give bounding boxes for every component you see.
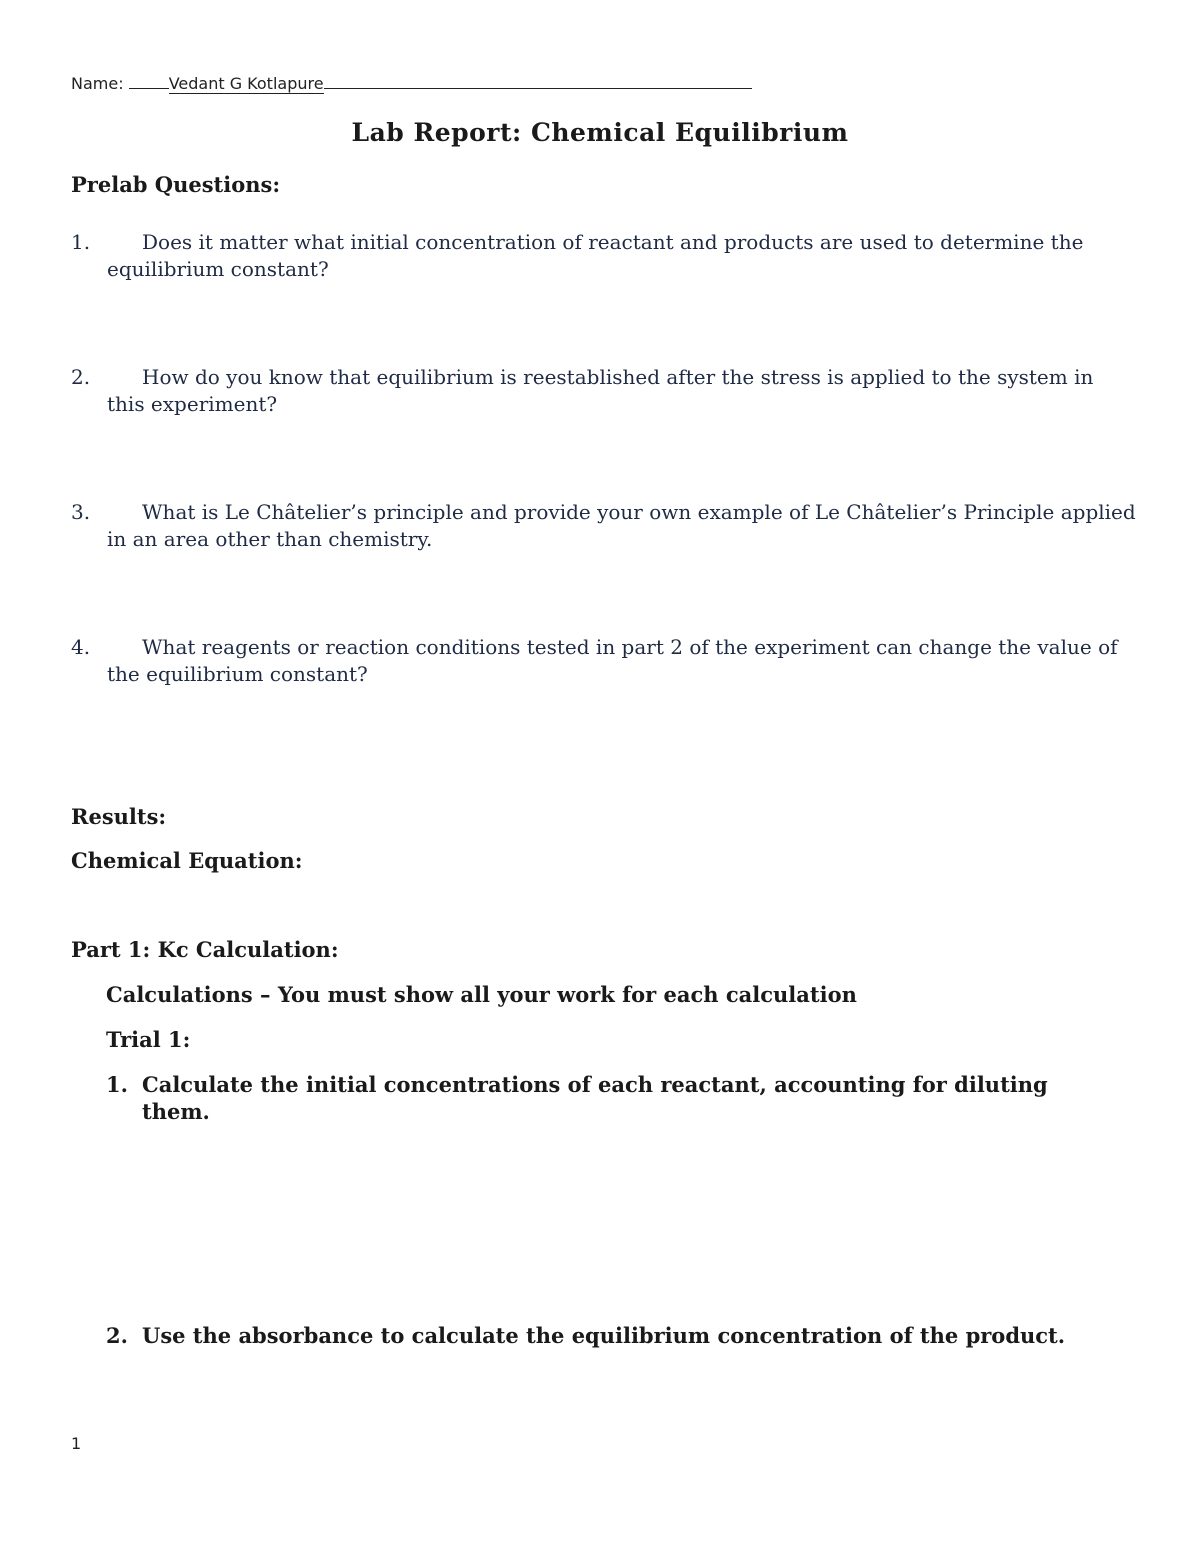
question-text: Does it matter what initial concentration of reactant and products are used to determine the equilibrium constant?: [107, 230, 1084, 281]
question-number: 2.: [71, 365, 91, 389]
name-underline-lead: [129, 88, 169, 89]
prelab-question-3: [71, 499, 1136, 553]
prelab-question-4: [71, 634, 1136, 688]
name-label: Name:: [71, 74, 124, 93]
trial-1-label: Trial 1:: [106, 1027, 191, 1052]
results-heading: Results:: [71, 804, 167, 829]
calculation-number: 1.: [106, 1072, 128, 1097]
prelab-question-1: [71, 229, 1136, 283]
question-number: 1.: [71, 230, 91, 254]
prelab-heading: Prelab Questions:: [71, 172, 281, 197]
question-number: 3.: [71, 500, 91, 524]
name-value: Vedant G Kotlapure: [168, 74, 324, 93]
document-title: Lab Report: Chemical Equilibrium: [351, 118, 849, 147]
page-number: 1: [71, 1434, 82, 1453]
part1-heading: Part 1: Kc Calculation:: [71, 937, 339, 962]
calculation-text: Calculate the initial concentrations of each reactant, accounting for diluting them.: [142, 1072, 1048, 1124]
calculations-instruction: Calculations – You must show all your work for each calculation: [106, 982, 857, 1007]
calculation-number: 2.: [106, 1323, 128, 1348]
question-text: How do you know that equilibrium is reestablished after the stress is applied to the system in this experiment?: [107, 365, 1094, 416]
name-field: [71, 74, 752, 94]
calculation-question-2: [106, 1322, 1096, 1349]
question-number: 4.: [71, 635, 91, 659]
question-text: What reagents or reaction conditions tested in part 2 of the experiment can change the value of the equilibrium constant?: [107, 635, 1118, 686]
name-underline-tail: [324, 88, 752, 89]
calculation-text: Use the absorbance to calculate the equilibrium concentration of the product.: [142, 1323, 1066, 1348]
calculation-question-1: [106, 1071, 1096, 1125]
question-text: What is Le Châtelier’s principle and provide your own example of Le Châtelier’s Principle applied in an area other than chemistry.: [107, 500, 1136, 551]
chemical-equation-heading: Chemical Equation:: [71, 848, 303, 873]
prelab-question-2: [71, 364, 1136, 418]
